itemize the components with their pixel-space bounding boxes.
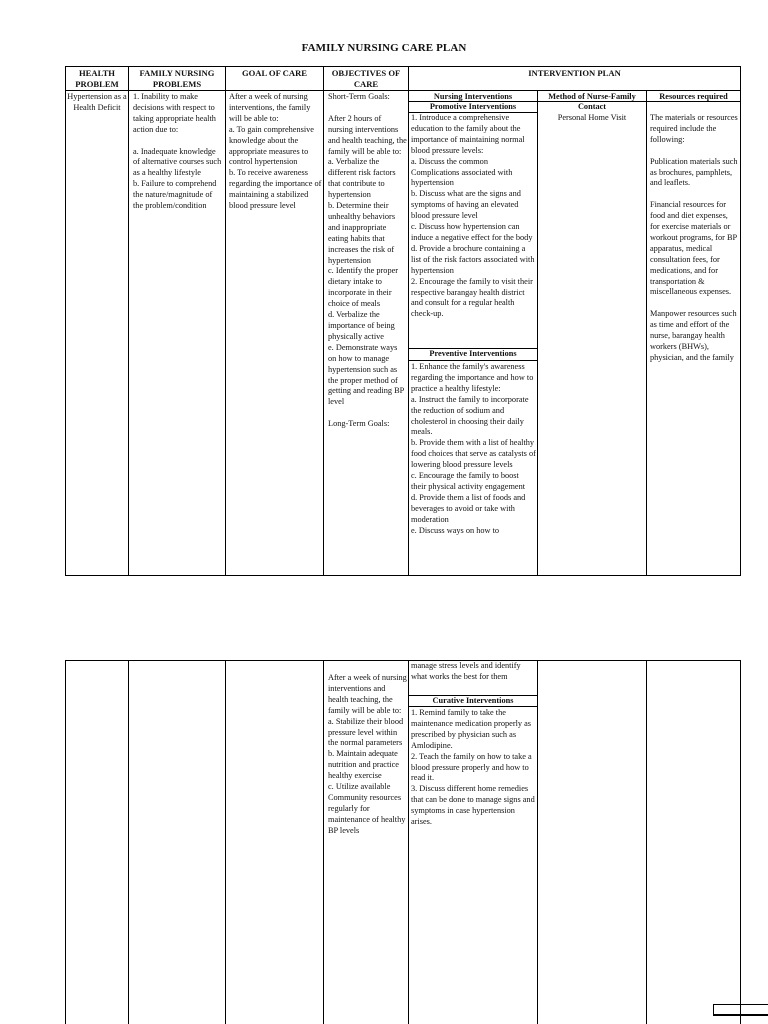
header-promotive-interventions: Promotive Interventions xyxy=(429,102,517,111)
header-family-nursing-problems: FAMILY NURSING PROBLEMS xyxy=(139,68,215,89)
preventive-continuation-text: manage stress levels and identify what works the best for them xyxy=(411,661,521,681)
curative-interventions-text: 1. Remind family to take the maintenance medication properly as prescribed by physician such as Amlodipine. 2. Teach the family on how to take a blood pressure properly and how to read it. 3. Discuss different home remedies that can be done to manage signs and symptoms in case hypertension arises. xyxy=(411,708,535,827)
objectives-long-term-text: After a week of nursing interventions and health teaching, the family will be able to: a. Stabilize their blood pressure level within the normal parameters b. Maintain adequate nutrition and practice healthy exercise c. Utilize available Community resources regularly for maintenance of healthy BP levels xyxy=(328,673,407,835)
promotive-interventions-text: 1. Introduce a comprehensive education to the family about the importance of maintaining normal blood pressure levels: a. Discuss the common Complications associated with hypertension b. Discuss what are the signs and symptoms of having an elevated blood pressure level c. Discuss how hypertension can induce a negative effect for the body d. Provide a brochure containing a list of the risk factors associated with hypertension 2. Encourage the family to visit their respective barangay health district and consult for a regular health check-up. xyxy=(411,113,535,319)
header-method-of-contact: Method of Nurse-Family Contact xyxy=(548,92,636,111)
goal-of-care-text: After a week of nursing interventions, the family will be able to: a. To gain comprehensive knowledge about the appropriate measures to control hypertension b. To receive awareness regarding the importance of maintaining a stabilized blood pressure level xyxy=(229,92,322,211)
header-health-problem: HEALTH PROBLEM xyxy=(75,68,119,89)
header-objectives-of-care: OBJECTIVES OF CARE xyxy=(331,68,401,89)
objectives-short-term-text: Short-Term Goals: After 2 hours of nursing interventions and health teaching, the family will be able to: a. Verbalize the different risk factors that contribute to hypertension b. Determine their unhealthy behaviors and inappropriate eating habits that increases the risk of hypertension c. Identify the proper dietary intake to incorporate in their choice of meals d. Verbalize the importance of being physically active e. Demonstrate ways on how to manage hypertension such as the proper method of getting and reading BP level Long-Term Goals: xyxy=(328,92,407,429)
header-intervention-plan: INTERVENTION PLAN xyxy=(528,68,621,78)
footer-rule xyxy=(713,1014,768,1015)
header-curative-interventions: Curative Interventions xyxy=(432,696,514,705)
resources-required-text: The materials or resources required include the following: Publication materials such as brochures, pamphlets, and leaflets. Financial resources for food and diet expenses, for exercise materials or workout programs, for BP apparatus, medical consultation fees, for medications, and for transportation & miscellaneous expenses. Manpower resources such as time and effort of the nurse, barangay health workers (BHWs), physician, and the family xyxy=(650,113,738,362)
header-preventive-interventions: Preventive Interventions xyxy=(429,349,517,358)
header-goal-of-care: GOAL OF CARE xyxy=(241,68,308,78)
preventive-interventions-text: 1. Enhance the family's awareness regarding the importance and how to practice a healthy lifestyle: a. Instruct the family to incorporate the reduction of sodium and cholesterol in choosing their daily meals. b. Provide them with a list of healthy food choices that serve as catalysts of lowering blood pressure levels c. Encourage the family to boost their physical activity engagement d. Provide them a list of foods and beverages to avoid or take with moderation e. Discuss ways on how to xyxy=(411,362,536,535)
family-nursing-problems-text: 1. Inability to make decisions with respect to taking appropriate health action due to: a. Inadequate knowledge of alternative courses such as a healthy lifestyle b. Failure to comprehend the nature/magnitude of the problem/condition xyxy=(133,92,222,211)
header-resources-required: Resources required xyxy=(659,92,728,101)
document-title: FAMILY NURSING CARE PLAN xyxy=(301,42,467,54)
method-of-contact-text: Personal Home Visit xyxy=(557,113,627,122)
header-nursing-interventions: Nursing Interventions xyxy=(433,92,513,101)
health-problem-text: Hypertension as a Health Deficit xyxy=(67,92,127,112)
